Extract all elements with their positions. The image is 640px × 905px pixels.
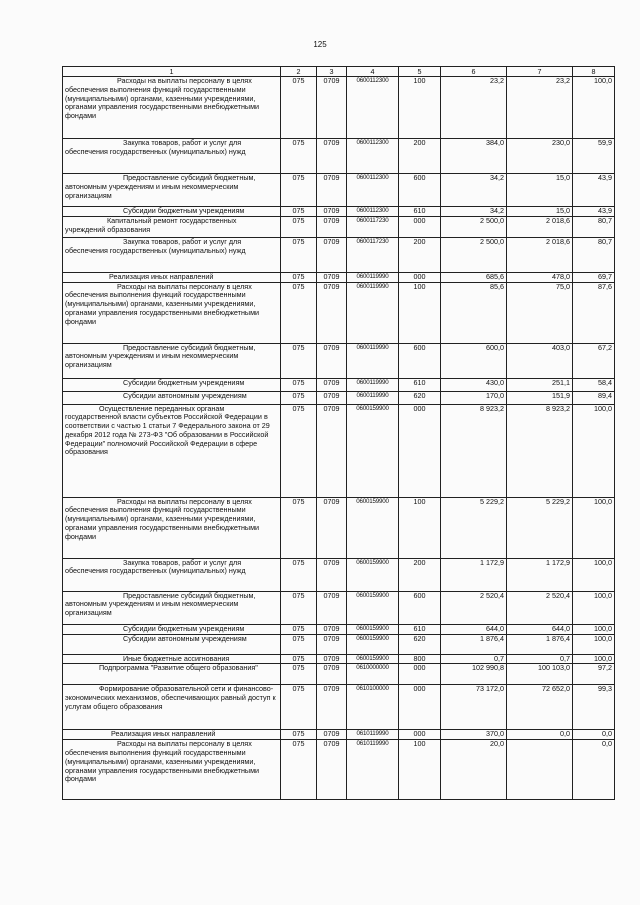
row-target-code-cell: 0600159900 bbox=[347, 634, 399, 654]
table-row bbox=[63, 378, 615, 391]
row-percent-cell: 59,9 bbox=[573, 139, 615, 174]
row-name-cell: Субсидии бюджетным учреждениям bbox=[63, 624, 281, 634]
row-section-cell: 0709 bbox=[317, 497, 347, 558]
row-percent-cell: 100,0 bbox=[573, 497, 615, 558]
row-name-cell: Закупка товаров, работ и услуг для обеспечения государственных (муниципальных) нужд bbox=[63, 237, 281, 272]
row-executed-cell: 478,0 bbox=[507, 272, 573, 282]
row-executed-cell: 644,0 bbox=[507, 624, 573, 634]
row-executed-cell bbox=[507, 740, 573, 800]
row-executed-cell: 75,0 bbox=[507, 282, 573, 343]
header-cell: 6 bbox=[441, 67, 507, 77]
row-target-code-cell: 0600159900 bbox=[347, 404, 399, 497]
row-code-cell: 075 bbox=[281, 174, 317, 207]
row-executed-cell: 0,0 bbox=[507, 730, 573, 740]
row-expense-type-cell: 000 bbox=[399, 404, 441, 497]
row-name-cell: Капитальный ремонт государственных учреждений образования bbox=[63, 216, 281, 237]
row-name-cell: Закупка товаров, работ и услуг для обеспечения государственных (муниципальных) нужд bbox=[63, 139, 281, 174]
row-code-cell: 075 bbox=[281, 378, 317, 391]
table-row bbox=[63, 343, 615, 378]
row-target-code-cell: 0600159900 bbox=[347, 558, 399, 591]
row-executed-cell: 8 923,2 bbox=[507, 404, 573, 497]
row-section-cell: 0709 bbox=[317, 272, 347, 282]
row-executed-cell: 0,7 bbox=[507, 654, 573, 664]
row-target-code-cell: 0600119990 bbox=[347, 282, 399, 343]
row-target-code-cell: 0610000000 bbox=[347, 664, 399, 685]
row-planned-cell: 102 990,8 bbox=[441, 664, 507, 685]
row-planned-cell: 600,0 bbox=[441, 343, 507, 378]
row-name-cell: Реализация иных направлений bbox=[63, 730, 281, 740]
row-name-cell: Расходы на выплаты персоналу в целях обеспечения выполнения функций государственными (муниципальными) органами, казенными учреждениями, органами управления государственными внебюджетными фондами bbox=[63, 282, 281, 343]
row-name-cell: Расходы на выплаты персоналу в целях обеспечения выполнения функций государственными (муниципальными) органами, казенными учреждениями, органами управления государственными внебюджетными фондами bbox=[63, 77, 281, 139]
table-row bbox=[63, 139, 615, 174]
row-executed-cell: 1 876,4 bbox=[507, 634, 573, 654]
row-percent-cell: 97,2 bbox=[573, 664, 615, 685]
table-row bbox=[63, 634, 615, 654]
row-code-cell: 075 bbox=[281, 634, 317, 654]
header-cell: 1 bbox=[63, 67, 281, 77]
row-percent-cell: 67,2 bbox=[573, 343, 615, 378]
row-percent-cell: 0,0 bbox=[573, 740, 615, 800]
row-target-code-cell: 0600119990 bbox=[347, 272, 399, 282]
row-name-cell: Субсидии автономным учреждениям bbox=[63, 391, 281, 404]
row-expense-type-cell: 610 bbox=[399, 624, 441, 634]
row-target-code-cell: 0610119990 bbox=[347, 740, 399, 800]
row-target-code-cell: 0600159900 bbox=[347, 591, 399, 624]
row-percent-cell: 80,7 bbox=[573, 237, 615, 272]
header-cell: 2 bbox=[281, 67, 317, 77]
row-section-cell: 0709 bbox=[317, 207, 347, 217]
row-expense-type-cell: 000 bbox=[399, 730, 441, 740]
row-planned-cell: 685,6 bbox=[441, 272, 507, 282]
row-planned-cell: 34,2 bbox=[441, 174, 507, 207]
header-cell: 4 bbox=[347, 67, 399, 77]
row-expense-type-cell: 600 bbox=[399, 343, 441, 378]
row-target-code-cell: 0600112300 bbox=[347, 207, 399, 217]
row-expense-type-cell: 620 bbox=[399, 391, 441, 404]
header-cell: 5 bbox=[399, 67, 441, 77]
table-row bbox=[63, 685, 615, 730]
header-cell: 3 bbox=[317, 67, 347, 77]
row-planned-cell: 8 923,2 bbox=[441, 404, 507, 497]
row-expense-type-cell: 100 bbox=[399, 77, 441, 139]
row-percent-cell: 43,9 bbox=[573, 207, 615, 217]
row-target-code-cell: 0610100000 bbox=[347, 685, 399, 730]
row-code-cell: 075 bbox=[281, 558, 317, 591]
row-planned-cell: 23,2 bbox=[441, 77, 507, 139]
row-name-cell: Субсидии бюджетным учреждениям bbox=[63, 207, 281, 217]
row-section-cell: 0709 bbox=[317, 404, 347, 497]
row-planned-cell: 1 172,9 bbox=[441, 558, 507, 591]
row-percent-cell: 100,0 bbox=[573, 558, 615, 591]
row-target-code-cell: 0600119990 bbox=[347, 343, 399, 378]
row-target-code-cell: 0600159900 bbox=[347, 497, 399, 558]
row-expense-type-cell: 800 bbox=[399, 654, 441, 664]
row-code-cell: 075 bbox=[281, 740, 317, 800]
row-code-cell: 075 bbox=[281, 497, 317, 558]
row-executed-cell: 100 103,0 bbox=[507, 664, 573, 685]
row-executed-cell: 23,2 bbox=[507, 77, 573, 139]
table-row bbox=[63, 558, 615, 591]
row-expense-type-cell: 200 bbox=[399, 558, 441, 591]
row-target-code-cell: 0600112300 bbox=[347, 77, 399, 139]
row-percent-cell: 58,4 bbox=[573, 378, 615, 391]
row-code-cell: 075 bbox=[281, 77, 317, 139]
row-section-cell: 0709 bbox=[317, 740, 347, 800]
row-executed-cell: 403,0 bbox=[507, 343, 573, 378]
row-name-cell: Предоставление субсидий бюджетным, автономным учреждениям и иным некоммерческим организациям bbox=[63, 343, 281, 378]
row-name-cell: Субсидии автономным учреждениям bbox=[63, 634, 281, 654]
row-percent-cell: 100,0 bbox=[573, 591, 615, 624]
row-section-cell: 0709 bbox=[317, 730, 347, 740]
row-percent-cell: 100,0 bbox=[573, 624, 615, 634]
table-header-row bbox=[63, 67, 615, 77]
row-section-cell: 0709 bbox=[317, 664, 347, 685]
budget-table bbox=[62, 66, 615, 800]
row-code-cell: 075 bbox=[281, 404, 317, 497]
table-row bbox=[63, 664, 615, 685]
row-expense-type-cell: 000 bbox=[399, 685, 441, 730]
row-code-cell: 075 bbox=[281, 664, 317, 685]
row-expense-type-cell: 100 bbox=[399, 497, 441, 558]
row-expense-type-cell: 600 bbox=[399, 591, 441, 624]
row-percent-cell: 87,6 bbox=[573, 282, 615, 343]
row-name-cell: Закупка товаров, работ и услуг для обеспечения государственных (муниципальных) нужд bbox=[63, 558, 281, 591]
header-cell: 7 bbox=[507, 67, 573, 77]
table-row bbox=[63, 391, 615, 404]
row-code-cell: 075 bbox=[281, 591, 317, 624]
table-row bbox=[63, 237, 615, 272]
row-expense-type-cell: 100 bbox=[399, 282, 441, 343]
row-percent-cell: 89,4 bbox=[573, 391, 615, 404]
row-name-cell: Предоставление субсидий бюджетным, автономным учреждениям и иным некоммерческим организациям bbox=[63, 591, 281, 624]
row-planned-cell: 1 876,4 bbox=[441, 634, 507, 654]
table-row bbox=[63, 404, 615, 497]
row-planned-cell: 2 500,0 bbox=[441, 237, 507, 272]
row-section-cell: 0709 bbox=[317, 624, 347, 634]
row-section-cell: 0709 bbox=[317, 139, 347, 174]
row-percent-cell: 100,0 bbox=[573, 404, 615, 497]
row-name-cell: Осуществление переданных органам государственной власти субъектов Российской Федерации в соответствии с частью 1 статьи 7 Федерального закона от 29 декабря 2012 года № 273-ФЗ "Об образовании в Российской Федерации" полномочий Российской Федерации в сфере образования bbox=[63, 404, 281, 497]
row-planned-cell: 2 520,4 bbox=[441, 591, 507, 624]
table-row bbox=[63, 216, 615, 237]
table-row bbox=[63, 207, 615, 217]
row-percent-cell: 99,3 bbox=[573, 685, 615, 730]
row-planned-cell: 5 229,2 bbox=[441, 497, 507, 558]
row-code-cell: 075 bbox=[281, 272, 317, 282]
row-code-cell: 075 bbox=[281, 139, 317, 174]
row-percent-cell: 100,0 bbox=[573, 77, 615, 139]
row-name-cell: Иные бюджетные ассигнования bbox=[63, 654, 281, 664]
row-section-cell: 0709 bbox=[317, 237, 347, 272]
row-planned-cell: 384,0 bbox=[441, 139, 507, 174]
table-row bbox=[63, 272, 615, 282]
row-expense-type-cell: 610 bbox=[399, 378, 441, 391]
table-row bbox=[63, 591, 615, 624]
row-percent-cell: 80,7 bbox=[573, 216, 615, 237]
row-planned-cell: 73 172,0 bbox=[441, 685, 507, 730]
row-target-code-cell: 0600112300 bbox=[347, 139, 399, 174]
row-section-cell: 0709 bbox=[317, 77, 347, 139]
row-name-cell: Субсидии бюджетным учреждениям bbox=[63, 378, 281, 391]
row-code-cell: 075 bbox=[281, 282, 317, 343]
row-target-code-cell: 0610119990 bbox=[347, 730, 399, 740]
table-row bbox=[63, 654, 615, 664]
row-target-code-cell: 0600119990 bbox=[347, 378, 399, 391]
row-executed-cell: 5 229,2 bbox=[507, 497, 573, 558]
row-code-cell: 075 bbox=[281, 343, 317, 378]
row-code-cell: 075 bbox=[281, 216, 317, 237]
row-expense-type-cell: 200 bbox=[399, 139, 441, 174]
row-target-code-cell: 0600117230 bbox=[347, 237, 399, 272]
row-expense-type-cell: 000 bbox=[399, 664, 441, 685]
row-executed-cell: 2 018,6 bbox=[507, 216, 573, 237]
table-row bbox=[63, 77, 615, 139]
row-name-cell: Формирование образовательной сети и финансово-экономических механизмов, обеспечивающих равный доступ к услугам общего образования bbox=[63, 685, 281, 730]
row-executed-cell: 15,0 bbox=[507, 174, 573, 207]
row-target-code-cell: 0600112300 bbox=[347, 174, 399, 207]
row-planned-cell: 85,6 bbox=[441, 282, 507, 343]
row-executed-cell: 2 520,4 bbox=[507, 591, 573, 624]
row-code-cell: 075 bbox=[281, 207, 317, 217]
row-planned-cell: 0,7 bbox=[441, 654, 507, 664]
row-section-cell: 0709 bbox=[317, 634, 347, 654]
row-expense-type-cell: 600 bbox=[399, 174, 441, 207]
row-code-cell: 075 bbox=[281, 391, 317, 404]
row-planned-cell: 34,2 bbox=[441, 207, 507, 217]
row-name-cell: Подпрограмма "Развитие общего образования" bbox=[63, 664, 281, 685]
row-section-cell: 0709 bbox=[317, 654, 347, 664]
table-row bbox=[63, 624, 615, 634]
row-code-cell: 075 bbox=[281, 654, 317, 664]
table-row bbox=[63, 497, 615, 558]
row-target-code-cell: 0600119990 bbox=[347, 391, 399, 404]
table-row bbox=[63, 730, 615, 740]
row-section-cell: 0709 bbox=[317, 558, 347, 591]
row-percent-cell: 100,0 bbox=[573, 634, 615, 654]
row-expense-type-cell: 620 bbox=[399, 634, 441, 654]
row-target-code-cell: 0600117230 bbox=[347, 216, 399, 237]
row-name-cell: Предоставление субсидий бюджетным, автономным учреждениям и иным некоммерческим организациям bbox=[63, 174, 281, 207]
row-executed-cell: 230,0 bbox=[507, 139, 573, 174]
row-name-cell: Расходы на выплаты персоналу в целях обеспечения выполнения функций государственными (муниципальными) органами, казенными учреждениями, органами управления государственными внебюджетными фондами bbox=[63, 740, 281, 800]
row-code-cell: 075 bbox=[281, 730, 317, 740]
row-executed-cell: 251,1 bbox=[507, 378, 573, 391]
row-planned-cell: 170,0 bbox=[441, 391, 507, 404]
row-section-cell: 0709 bbox=[317, 685, 347, 730]
row-percent-cell: 43,9 bbox=[573, 174, 615, 207]
row-percent-cell: 100,0 bbox=[573, 654, 615, 664]
row-planned-cell: 20,0 bbox=[441, 740, 507, 800]
row-executed-cell: 15,0 bbox=[507, 207, 573, 217]
table-row bbox=[63, 740, 615, 800]
row-code-cell: 075 bbox=[281, 624, 317, 634]
row-percent-cell: 0,0 bbox=[573, 730, 615, 740]
row-name-cell: Расходы на выплаты персоналу в целях обеспечения выполнения функций государственными (муниципальными) органами, казенными учреждениями, органами управления государственными внебюджетными фондами bbox=[63, 497, 281, 558]
row-section-cell: 0709 bbox=[317, 282, 347, 343]
row-code-cell: 075 bbox=[281, 237, 317, 272]
row-planned-cell: 370,0 bbox=[441, 730, 507, 740]
row-planned-cell: 644,0 bbox=[441, 624, 507, 634]
row-target-code-cell: 0600159900 bbox=[347, 624, 399, 634]
row-expense-type-cell: 000 bbox=[399, 272, 441, 282]
table-row bbox=[63, 282, 615, 343]
row-percent-cell: 69,7 bbox=[573, 272, 615, 282]
row-expense-type-cell: 610 bbox=[399, 207, 441, 217]
row-executed-cell: 1 172,9 bbox=[507, 558, 573, 591]
row-expense-type-cell: 200 bbox=[399, 237, 441, 272]
row-section-cell: 0709 bbox=[317, 378, 347, 391]
page-number: 125 bbox=[313, 40, 327, 49]
header-cell: 8 bbox=[573, 67, 615, 77]
row-expense-type-cell: 000 bbox=[399, 216, 441, 237]
row-expense-type-cell: 100 bbox=[399, 740, 441, 800]
row-section-cell: 0709 bbox=[317, 591, 347, 624]
row-code-cell: 075 bbox=[281, 685, 317, 730]
row-planned-cell: 430,0 bbox=[441, 378, 507, 391]
row-section-cell: 0709 bbox=[317, 391, 347, 404]
row-target-code-cell: 0600159900 bbox=[347, 654, 399, 664]
table-row bbox=[63, 174, 615, 207]
row-section-cell: 0709 bbox=[317, 174, 347, 207]
row-planned-cell: 2 500,0 bbox=[441, 216, 507, 237]
row-section-cell: 0709 bbox=[317, 343, 347, 378]
row-executed-cell: 72 652,0 bbox=[507, 685, 573, 730]
row-executed-cell: 151,9 bbox=[507, 391, 573, 404]
row-name-cell: Реализация иных направлений bbox=[63, 272, 281, 282]
row-executed-cell: 2 018,6 bbox=[507, 237, 573, 272]
row-section-cell: 0709 bbox=[317, 216, 347, 237]
